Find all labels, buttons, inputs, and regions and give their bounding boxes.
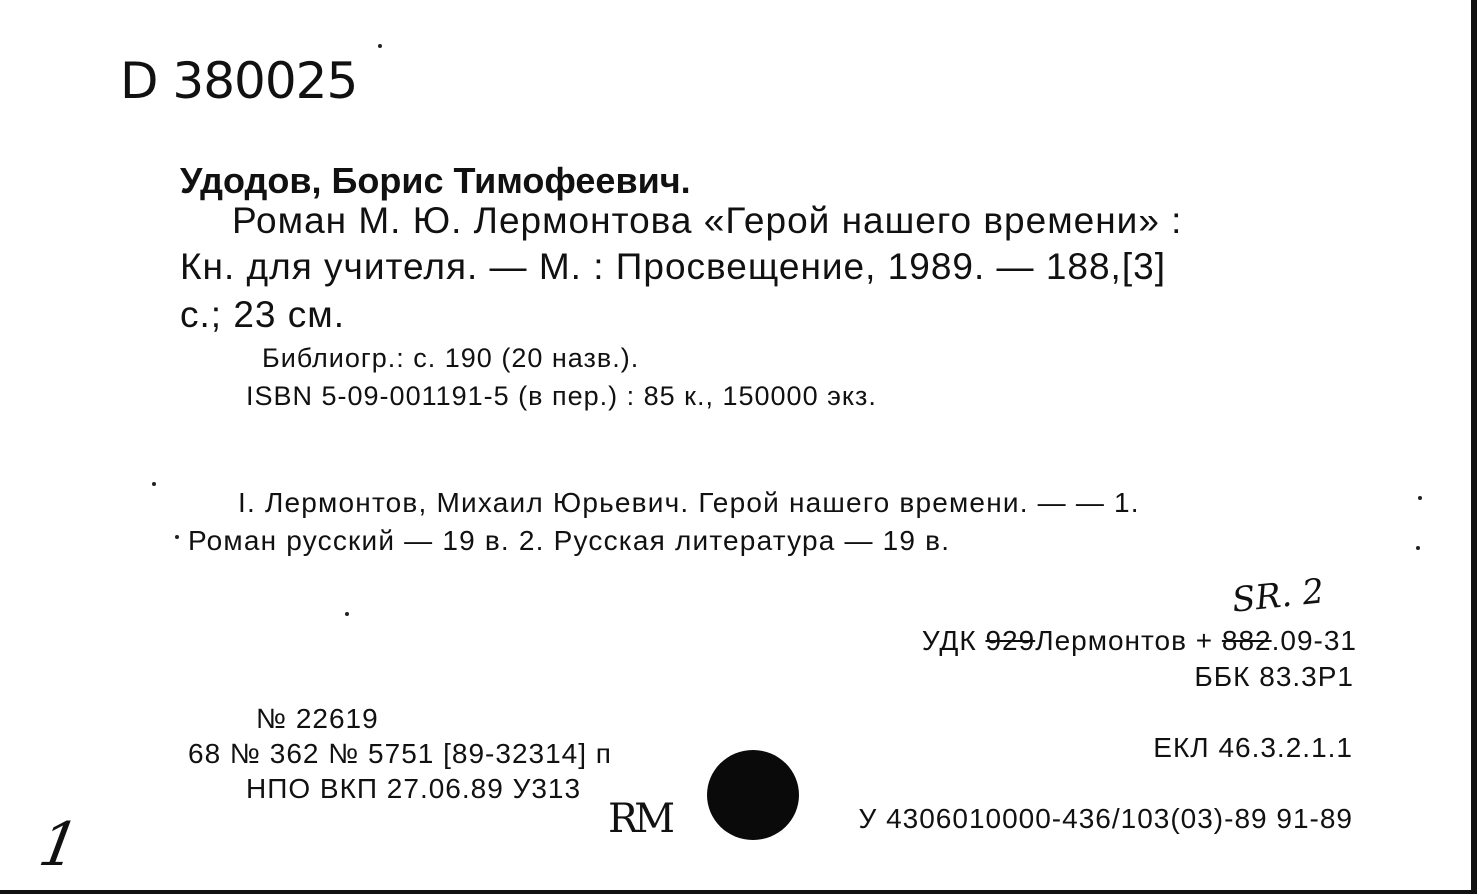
title-line-1: Роман М. Ю. Лермонтова «Герой нашего времени» : (232, 200, 1183, 241)
scan-speck (345, 612, 349, 616)
classification-code: У 4306010000-436/103(03)-89 91-89 (858, 803, 1353, 834)
corner-number: 1 (33, 810, 85, 880)
title-line-3: с.; 23 см. (180, 294, 345, 335)
scan-speck (175, 535, 179, 539)
isbn-line: ISBN 5-09-001191-5 (в пер.) : 85 к., 150000 экз. (246, 381, 877, 411)
scan-speck (152, 482, 156, 486)
handwritten-mark: SR. 2 (1230, 571, 1326, 621)
tracing-line-2: Роман русский — 19 в. 2. Русская литература — 19 в. (188, 525, 951, 556)
bbk-line: ББК 83.3Р1 (1194, 661, 1354, 692)
rm-stamp: RM (608, 796, 672, 842)
udk-suffix: .09-31 (1271, 625, 1357, 656)
scan-speck (1418, 496, 1422, 500)
udk-struck-a: 929 (985, 625, 1036, 656)
udk-line (922, 625, 1357, 657)
ekl-line: ЕКЛ 46.3.2.1.1 (1153, 732, 1353, 763)
author-heading: Удодов, Борис Тимофеевич. (180, 160, 691, 201)
title-line-2: Кн. для учителя. — М. : Просвещение, 1989. — 188,[3] (180, 246, 1166, 287)
scan-speck (1416, 546, 1420, 550)
udk-middle: Лермонтов + (1035, 625, 1222, 656)
shelfmark: D 380025 (120, 52, 358, 110)
ink-blot (707, 750, 799, 840)
order-number: № 22619 (256, 703, 379, 734)
udk-struck-b: 882 (1221, 625, 1272, 656)
tracing-line-1: I. Лермонтов, Михаил Юрьевич. Герой нашего времени. — — 1. (238, 487, 1140, 518)
scan-speck (378, 44, 382, 48)
print-line: 68 № 362 № 5751 [89-32314] п (188, 738, 612, 769)
bibliography-note: Библиогр.: с. 190 (20 назв.). (262, 343, 640, 373)
npo-line: НПО ВКП 27.06.89 У313 (246, 773, 582, 804)
udk-prefix: УДК (921, 625, 986, 656)
